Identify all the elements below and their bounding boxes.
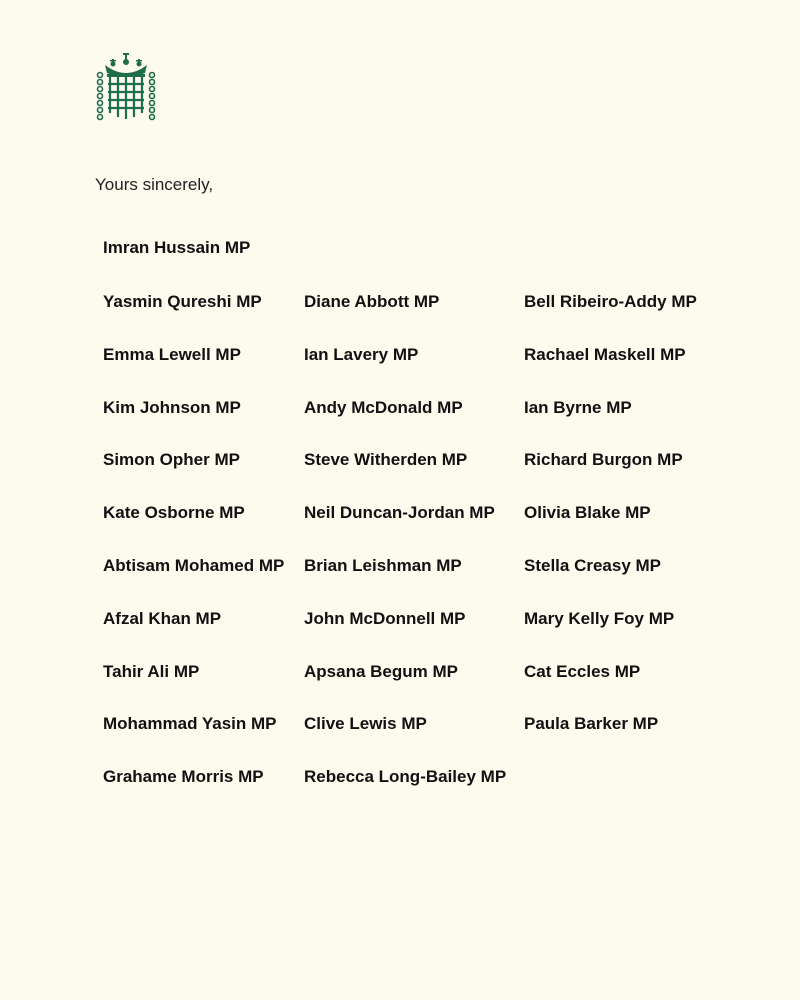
signatory: Apsana Begum MP (304, 661, 458, 681)
signatory: Mohammad Yasin MP (103, 714, 277, 734)
signatory: Olivia Blake MP (524, 503, 651, 523)
signatory: Kate Osborne MP (103, 503, 245, 523)
signatories-grid (103, 291, 704, 819)
signatory: Brian Leishman MP (304, 555, 462, 575)
signatory: Simon Opher MP (103, 450, 240, 470)
signatory: Ian Byrne MP (524, 397, 632, 417)
signatory: Cat Eccles MP (524, 661, 641, 681)
signatory: Richard Burgon MP (524, 450, 683, 470)
signatory: John McDonnell MP (304, 608, 466, 628)
signatory: Yasmin Qureshi MP (103, 292, 262, 311)
signatory: Kim Johnson MP (103, 397, 241, 417)
lead-signatory: Imran Hussain MP (103, 238, 251, 257)
signatory: Andy McDonald MP (304, 397, 463, 417)
signatory (524, 766, 704, 819)
portcullis-crest-icon (95, 53, 157, 125)
signatory: Mary Kelly Foy MP (524, 608, 675, 628)
signatory: Emma Lewell MP (103, 344, 241, 364)
signatory: Afzal Khan MP (103, 608, 222, 628)
signatory: Grahame Morris MP (103, 767, 264, 787)
signatory: Bell Ribeiro-Addy MP (524, 292, 697, 311)
closing-salutation: Yours sincerely, (95, 175, 214, 194)
signatory: Stella Creasy MP (524, 555, 662, 575)
signatory: Ian Lavery MP (304, 344, 419, 364)
signatory: Diane Abbott MP (304, 292, 440, 311)
signatory: Clive Lewis MP (304, 714, 427, 734)
signatory: Rachael Maskell MP (524, 344, 686, 364)
signatory: Tahir Ali MP (103, 661, 200, 681)
signatory: Steve Witherden MP (304, 450, 468, 470)
signatory: Paula Barker MP (524, 714, 659, 734)
signatory: Abtisam Mohamed MP (103, 555, 285, 575)
signatory: Neil Duncan-Jordan MP (304, 503, 495, 523)
signatory: Rebecca Long-Bailey MP (304, 767, 507, 787)
